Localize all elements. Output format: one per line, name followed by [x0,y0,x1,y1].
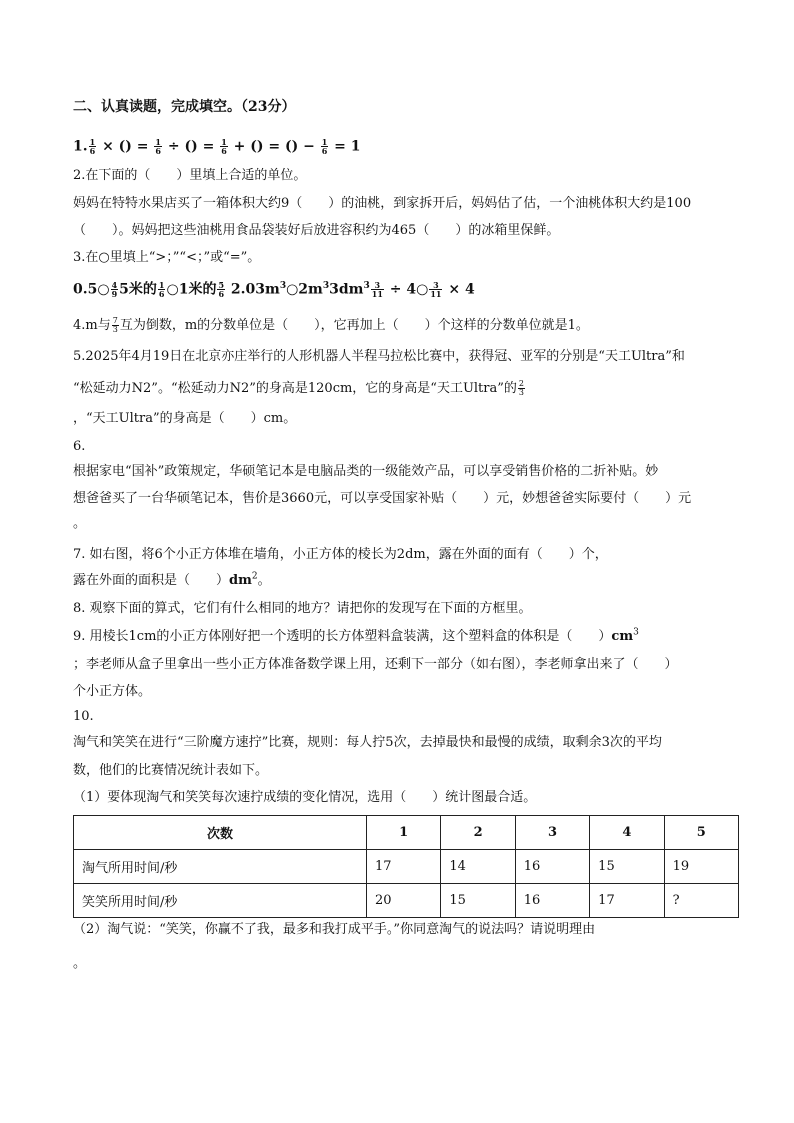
table-cell: 15 [441,884,515,918]
q10-line-2: 数，他们的比赛情况统计表如下。 [73,763,269,778]
table-cell: 16 [515,850,589,884]
q7-line-1: 7. 如右图，将6个小正方体堆在墙角，小正方体的棱长为2dm，露在外面的面有（ ）个， [73,547,608,562]
q6-number: 6. [73,439,86,454]
stats-table [73,815,739,918]
q1-text: = 1 [329,138,361,155]
q7-line-2: 露在外面的面积是（ ）$dm^2$。 [73,571,271,588]
question-1 [73,138,361,155]
table-cell: 20 [367,884,441,918]
table-cell: 淘气所用时间/秒 [74,850,367,884]
table-header-cell: 3 [515,816,589,850]
q6-line-2: 想爸爸买了一台华硕笔记本，售价是3660元，可以享受国家补贴（ ）元，妙想爸爸实际要付（ ）元 [73,491,692,506]
table-cell: 16 [515,884,589,918]
table-header-row [74,816,739,850]
q5-line-2: “松延动力N2”。“松延动力N2”的身高是120cm，它的身高是“天工Ultra”的 $\frac{2}{3}$ [73,379,524,397]
table-cell: ? [664,884,738,918]
table-header-cell: 次数 [74,816,367,850]
table-cell: 17 [367,850,441,884]
table-row [74,884,739,918]
q10-line-4: （2）淘气说：“笑笑，你赢不了我，最多和我打成平手。”你同意淘气的说法吗？请说明理由 [73,922,596,937]
q5-line-3: ，“天工Ultra”的身高是（ ）cm。 [73,411,297,426]
q9-line-1: 9. 用棱长1cm的小正方体刚好把一个透明的长方体塑料盒装满，这个塑料盒的体积是（ ）$cm^3$ [73,627,639,644]
table-row [74,850,739,884]
q10-line-5: 。 [73,956,87,971]
table-cell: 笑笑所用时间/秒 [74,884,367,918]
q2-line-2: 妈妈在特特水果店买了一箱体积大约9（ ）的油桃，到家拆开后，妈妈估了估，一个油桃体积大约是100 [73,196,692,211]
table-header-cell: 2 [441,816,515,850]
table-cell: 19 [664,850,738,884]
table-cell: 17 [590,884,664,918]
fraction: $\frac{1}{6}$ [321,137,328,156]
question-4: 4.m与 $\frac{7}{3}$ 互为倒数，m的分数单位是（ ），它再加上（ ）个这样的分数单位就是1。 [73,316,589,334]
table-header-cell: 5 [664,816,738,850]
fraction: $\frac{5}{6}$ [218,280,225,299]
fraction: $\frac{1}{6}$ [158,280,165,299]
q6-line-1: 根据家电“国补”政策规定，华硕笔记本是电脑品类的一级能效产品，可以享受销售价格的二折补贴。妙 [73,464,659,479]
q3-line-2: 0.5○ $\frac{4}{9}$ 5米的 $\frac{1}{6}$ ○1米的 $\frac{5}{6}$ $2.03m^3○2m^33dm^3$ $\frac{3}{11}$ ÷ 4○ $\frac{3}{11}$ × 4 [73,280,475,299]
q1-text: × () = [97,138,154,155]
table-cell: 15 [590,850,664,884]
q9-line-2: ；李老师从盒子里拿出一些小正方体准备数学课上用，还剩下一部分（如右图），李老师拿出来了（ ） [73,657,678,672]
q9-line-3: 个小正方体。 [73,684,152,699]
fraction: $\frac{4}{9}$ [111,280,118,299]
fraction: $\frac{7}{3}$ [112,316,118,334]
table-header-cell: 1 [367,816,441,850]
table-header-cell: 4 [590,816,664,850]
fraction: $\frac{1}{6}$ [155,137,161,156]
q10-line-1: 淘气和笑笑在进行“三阶魔方速拧”比赛，规则：每人拧5次，去掉最快和最慢的成绩，取剩余3次的平均 [73,735,662,750]
q1-number: 1. [73,138,88,155]
q2-line-1: 2.在下面的（ ）里填上合适的单位。 [73,168,307,183]
fraction: $\frac{3}{11}$ [430,280,442,299]
fraction: $\frac{2}{3}$ [518,379,524,397]
q5-line-1: 5.2025年4月19日在北京亦庄举行的人形机器人半程马拉松比赛中，获得冠、亚军的分别是“天工Ultra”和 [73,349,685,364]
q10-number: 10. [73,709,94,724]
fraction: $\frac{1}{6}$ [221,137,227,156]
q8-line-1: 8. 观察下面的算式，它们有什么相同的地方？请把你的发现写在下面的方框里。 [73,601,532,616]
fraction: $\frac{1}{6}$ [89,137,96,156]
q6-line-3: 。 [73,516,87,531]
q1-text: ÷ () = [163,138,220,155]
table-cell: 14 [441,850,515,884]
q1-text: + () = () − [228,138,320,155]
q3-line-1: 3.在○里填上“>；”“<；”或“=”。 [73,250,261,265]
fraction: $\frac{3}{11}$ [371,280,383,299]
q2-line-3: （ ）。妈妈把这些油桃用食品袋装好后放进容积约为465（ ）的冰箱里保鲜。 [73,223,560,238]
q10-line-3: （1）要体现淘气和笑笑每次速拧成绩的变化情况，选用（ ）统计图最合适。 [73,790,537,805]
section-title: 二、认真读题，完成填空。（23分） [73,99,296,115]
